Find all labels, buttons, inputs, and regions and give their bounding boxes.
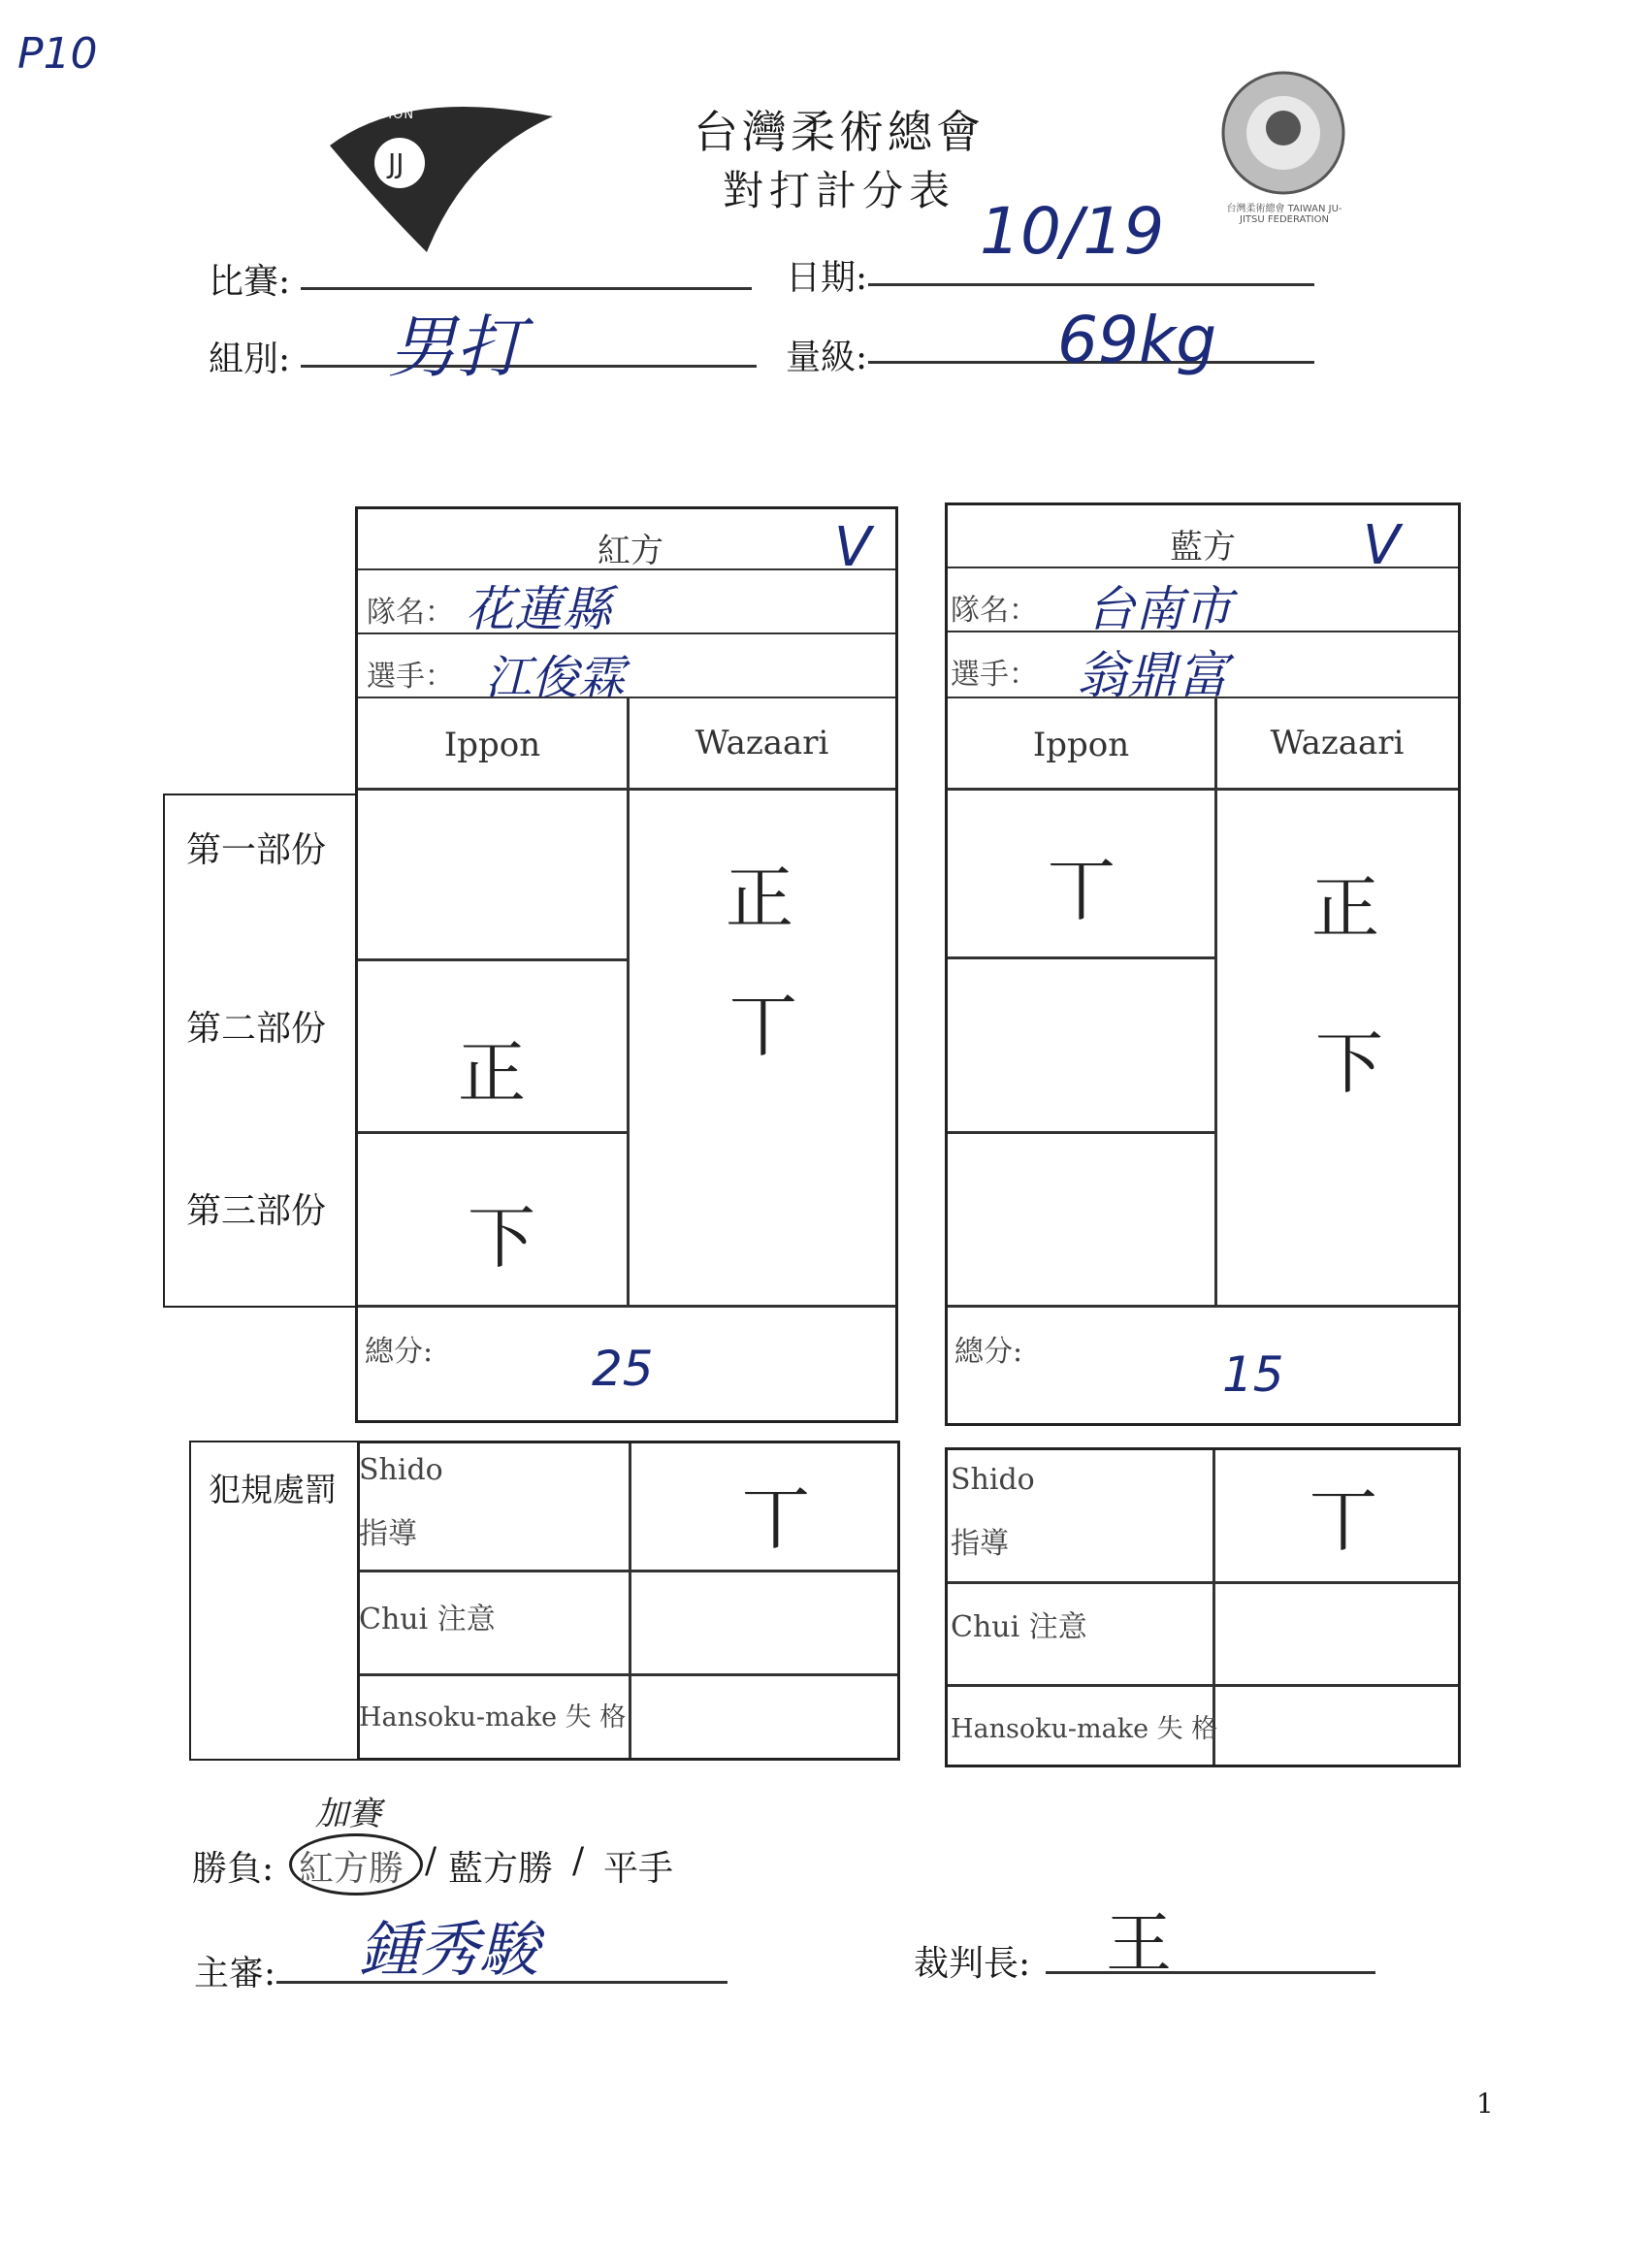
blue-ippon-part1-tally: 丅	[1048, 851, 1116, 930]
blue-shido-zh-label: 指導	[951, 1527, 1009, 1561]
red-shido-zh-label: 指導	[359, 1517, 417, 1551]
blue-shido-label: Shido	[951, 1463, 1035, 1497]
result-separator-2: /	[572, 1841, 585, 1881]
red-side-title: 紅方	[598, 532, 663, 570]
result-blue-win: 藍方勝	[448, 1849, 554, 1889]
referee-label: 主審:	[194, 1954, 276, 1993]
blue-player-value: 翁鼎富	[1077, 647, 1229, 705]
tjjf-seal	[1220, 70, 1346, 196]
referee-signature: 鍾秀駿	[359, 1914, 540, 1985]
blue-wazaari-tally-2: 下	[1315, 1023, 1383, 1103]
red-team-value: 花蓮縣	[466, 581, 611, 637]
blue-player-label: 選手：	[951, 658, 1038, 692]
tjjf-seal-text: 台灣柔術總會 TAIWAN JU-JITSU FEDERATION	[1226, 204, 1342, 225]
row-label-part1: 第一部份	[186, 830, 327, 870]
page-number: 1	[1476, 2088, 1494, 2120]
red-ippon-header: Ippon	[443, 726, 541, 764]
red-total-label: 總分:	[365, 1335, 434, 1369]
page-title: 台灣柔術總會	[694, 106, 985, 158]
date-value: 10/19	[980, 194, 1165, 269]
chief-referee-label: 裁判長:	[914, 1944, 1031, 1984]
blue-total-value: 15	[1222, 1346, 1284, 1403]
blue-team-label: 隊名：	[951, 594, 1038, 628]
result-draw: 平手	[603, 1849, 674, 1889]
blue-side-title: 藍方	[1170, 528, 1236, 567]
red-check-mark: V	[834, 516, 872, 579]
ijjf-logo-text: INTERNATIONAL JU-JITSU FEDERATION	[325, 93, 502, 122]
match-label: 比賽:	[209, 262, 291, 302]
result-label: 勝負:	[192, 1849, 275, 1889]
blue-chui-label: Chui 注意	[951, 1610, 1087, 1644]
result-extra-note: 加賽	[315, 1795, 381, 1833]
red-wazaari-tally-1: 正	[726, 859, 793, 938]
red-shido-tally: 丅	[742, 1479, 810, 1559]
weight-label: 量級:	[786, 338, 868, 377]
red-shido-label: Shido	[359, 1453, 443, 1487]
date-label: 日期:	[786, 258, 868, 298]
blue-team-value: 台南市	[1086, 581, 1232, 637]
weight-value: 69kg	[1057, 303, 1217, 377]
group-value: 男打	[388, 308, 524, 387]
row-label-part2: 第二部份	[186, 1009, 327, 1049]
row-label-part3: 第三部份	[186, 1191, 327, 1231]
page-mark: P10	[17, 29, 98, 79]
red-chui-label: Chui 注意	[359, 1603, 496, 1636]
blue-ippon-header: Ippon	[1032, 726, 1130, 764]
blue-shido-tally: 丅	[1310, 1481, 1377, 1561]
blue-check-mark: V	[1363, 514, 1401, 577]
red-player-label: 選手：	[367, 660, 454, 694]
red-wazaari-tally-2: 丅	[729, 987, 797, 1066]
result-separator-1: /	[425, 1841, 437, 1881]
blue-total-label: 總分:	[954, 1335, 1023, 1369]
red-team-label: 隊名：	[367, 596, 454, 630]
red-total-value: 25	[592, 1341, 654, 1397]
row-label-penalty: 犯規處罰	[209, 1471, 337, 1508]
result-red-win: 紅方勝	[299, 1849, 404, 1889]
blue-wazaari-tally-1: 正	[1311, 868, 1379, 948]
red-ippon-part2-tally: 正	[458, 1033, 526, 1113]
red-wazaari-header: Wazaari	[695, 724, 829, 762]
red-hansoku-label: Hansoku-make 失 格	[359, 1702, 627, 1733]
red-ippon-part3-tally: 下	[468, 1198, 535, 1278]
blue-wazaari-header: Wazaari	[1270, 724, 1405, 762]
chief-referee-signature: 王	[1106, 1906, 1173, 1983]
red-player-value: 江俊霖	[485, 651, 626, 705]
svg-text:JJ: JJ	[388, 147, 404, 179]
blue-hansoku-label: Hansoku-make 失 格	[951, 1714, 1218, 1744]
group-label: 組別:	[209, 340, 291, 379]
page-subtitle: 對打計分表	[722, 167, 955, 214]
